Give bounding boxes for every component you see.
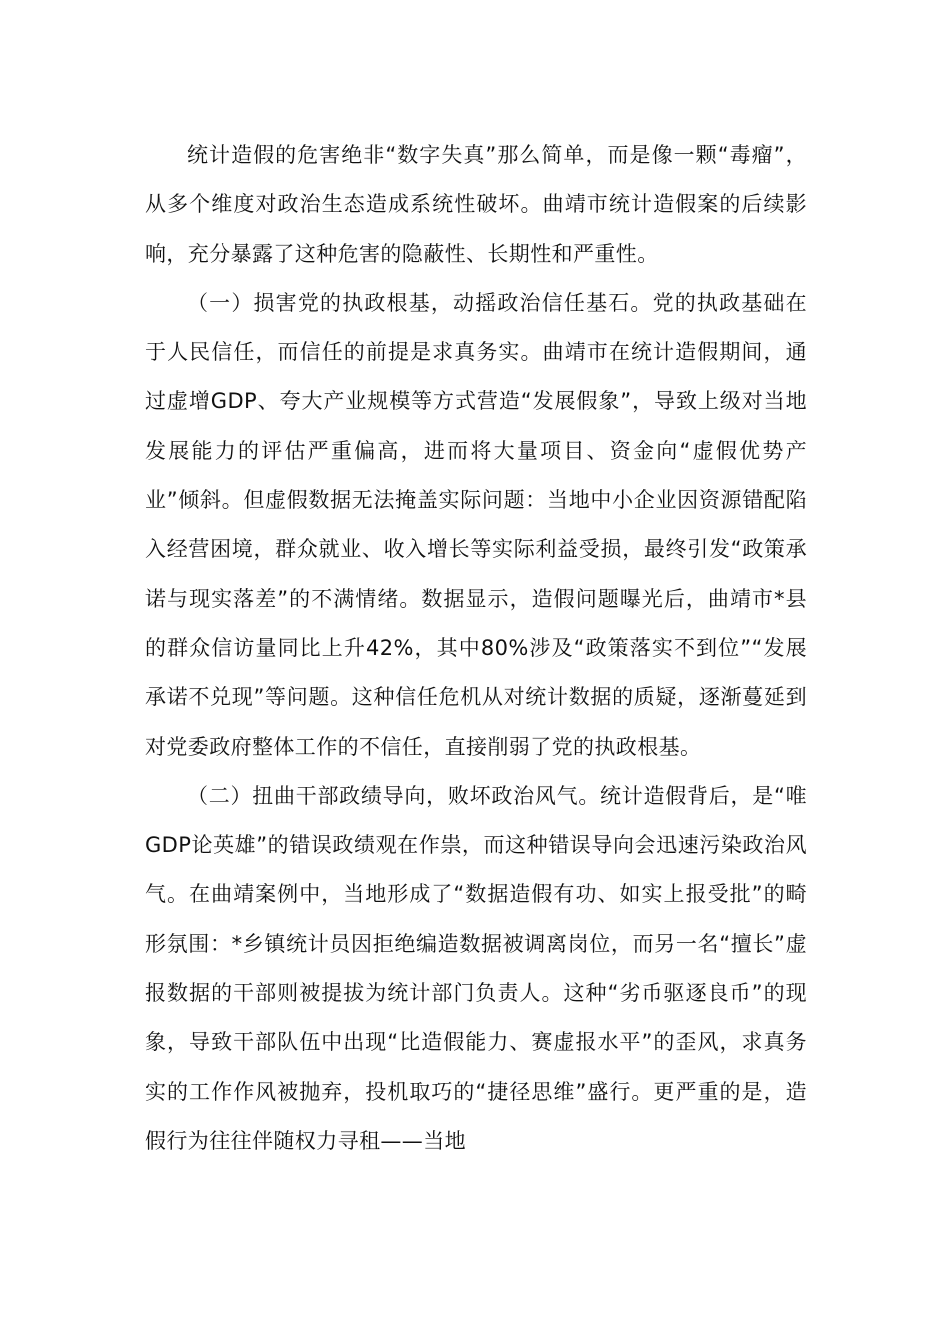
document-body bbox=[145, 131, 807, 1166]
paragraph-intro: 统计造假的危害绝非“数字失真”那么简单，而是像一颗“毒瘤”，从多个维度对政治生态造成系统性破坏。曲靖市统计造假案的后续影响，充分暴露了这种危害的隐蔽性、长期性和严重性。 bbox=[145, 143, 807, 266]
paragraph-section-2: （二）扭曲干部政绩导向，败坏政治风气。统计造假背后，是“唯GDP论英雄”的错误政绩观在作祟，而这种错误导向会迅速污染政治风气。在曲靖案例中，当地形成了“数据造假有功、如实上报受批”的畸形氛围：*乡镇统计员因拒绝编造数据被调离岗位，而另一名“擅长”虚报数据的干部则被提拔为统计部门负责人。这种“劣币驱逐良币”的现象，导致干部队伍中出现“比造假能力、赛虚报水平”的歪风，求真务实的工作作风被抛弃，投机取巧的“捷径思维”盛行。更严重的是，造假行为往往伴随权力寻租——当地 bbox=[145, 783, 807, 1153]
paragraph-section-1: （一）损害党的执政根基，动摇政治信任基石。党的执政基础在于人民信任，而信任的前提是求真务实。曲靖市在统计造假期间，通过虚增GDP、夸大产业规模等方式营造“发展假象”，导致上级对当地发展能力的评估严重偏高，进而将大量项目、资金向“虚假优势产业”倾斜。但虚假数据无法掩盖实际问题：当地中小企业因资源错配陷入经营困境，群众就业、收入增长等实际利益受损，最终引发“政策承诺与现实落差”的不满情绪。数据显示，造假问题曝光后，曲靖市*县的群众信访量同比上升42%，其中80%涉及“政策落实不到位”“发展承诺不兑现”等问题。这种信任危机从对统计数据的质疑，逐渐蔓延到对党委政府整体工作的不信任，直接削弱了党的执政根基。 bbox=[145, 290, 807, 759]
